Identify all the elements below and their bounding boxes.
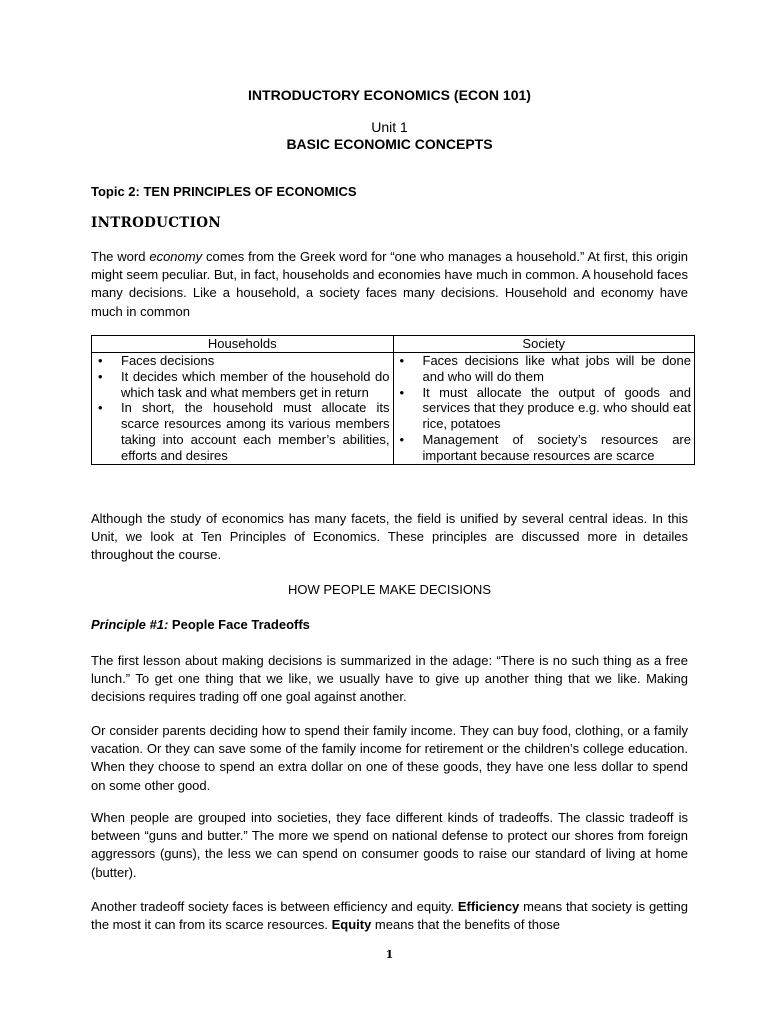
introduction-heading: INTRODUCTION	[91, 215, 221, 231]
efficiency-text-2: means that society is getting the most it can from its scarce resources.	[91, 899, 688, 933]
section-heading: HOW PEOPLE MAKE DECISIONS	[288, 582, 491, 597]
unit-title: BASIC ECONOMIC CONCEPTS	[286, 136, 493, 152]
intro-text-start: The word	[91, 249, 150, 264]
households-cell	[92, 353, 394, 465]
course-title: INTRODUCTORY ECONOMICS (ECON 101)	[248, 87, 531, 103]
list-item: • Management of society’s resources are important because resources are scarce	[397, 432, 692, 464]
term-efficiency: Efficiency	[457, 899, 520, 914]
term-equity: Equity	[331, 917, 372, 933]
intro-paragraph	[91, 248, 688, 321]
efficiency-text-3: means that the benefits of those	[371, 917, 560, 933]
principle-number: Principle #1:	[91, 617, 169, 632]
households-list	[95, 353, 390, 464]
list-item: • In short, the household must allocate its scarce resources among its various members taking into account each member’s abilities, efforts and desires	[95, 400, 390, 463]
intro-text-rest: comes from the Greek word for “one who manages a household.” At first, this origin might seem peculiar. But, in fact, households and economies have much in common. A household faces many decisions. Like a household, a society faces many decisions. Household and economy have much in common	[91, 249, 688, 319]
list-item: • Faces decisions	[95, 353, 390, 369]
intro-emphasis-economy: economy	[149, 249, 203, 264]
principle-title: People Face Tradeoffs	[168, 617, 310, 632]
households-society-table	[91, 335, 695, 465]
summary-text: Although the study of economics has many facets, the field is unified by several central ideas. In this Unit, we look at Ten Principles of Economics. These principles are discussed more in detailes throughout the course.	[91, 511, 688, 563]
society-cell	[393, 353, 695, 465]
page-number: 1	[385, 948, 394, 961]
table-header-households: Households	[92, 336, 394, 353]
paragraph-text: Or consider parents deciding how to spend their family income. They can buy food, clothing, or a family vacation. Or they can save some of the family income for retirement or the children’s college education. When they choose to spend an extra dollar on one of these goods, they have one less dollar to spend on some other good.	[91, 723, 688, 793]
topic-heading: Topic 2: TEN PRINCIPLES OF ECONOMICS	[91, 184, 357, 199]
table-header-society: Society	[393, 336, 695, 353]
principle-heading	[91, 617, 310, 632]
paragraph-family-income	[91, 722, 688, 795]
list-item: • Faces decisions like what jobs will be done and who will do them	[397, 353, 692, 385]
paragraph-text: The first lesson about making decisions is summarized in the adage: “There is no such thing as a free lunch.” To get one thing that we like, we usually have to give up another thing that we like. Making decisions requires trading off one goal against another.	[91, 653, 688, 705]
society-list	[397, 353, 692, 464]
list-item: • It decides which member of the household do which task and what members get in return	[95, 369, 390, 401]
paragraph-free-lunch	[91, 652, 688, 707]
efficiency-text-1: Another tradeoff society faces is between efficiency and equity.	[91, 899, 458, 914]
paragraph-guns-butter	[91, 809, 688, 882]
paragraph-text: When people are grouped into societies, they face different kinds of tradeoffs. The classic tradeoff is between “guns and butter.” The more we spend on national defense to protect our shores from foreign aggressors (guns), the less we can spend on consumer goods to raise our standard of living at home (butter).	[91, 810, 688, 880]
list-item: • It must allocate the output of goods and services that they produce e.g. who should eat rice, potatoes	[397, 385, 692, 432]
unit-label: Unit 1	[371, 119, 408, 135]
paragraph-efficiency-equity	[91, 898, 688, 934]
summary-paragraph	[91, 510, 688, 565]
